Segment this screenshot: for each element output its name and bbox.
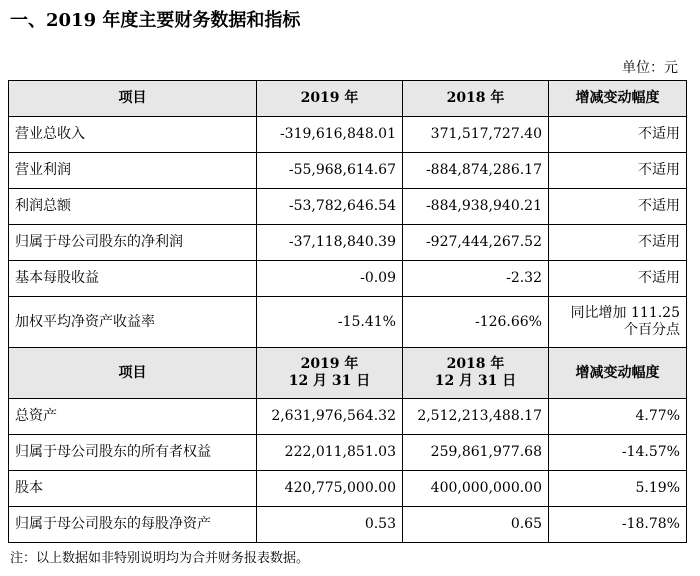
- table-row: [9, 471, 687, 507]
- header-2019-date: [257, 348, 403, 399]
- row-item: 基本每股收益: [9, 261, 257, 297]
- row-item: 归属于母公司股东的所有者权益: [9, 435, 257, 471]
- row-change: -18.78%: [549, 507, 687, 543]
- row-value-2018: -884,938,940.21: [403, 189, 549, 225]
- row-value-2018: -126.66%: [403, 297, 549, 348]
- header-2018-date: [403, 348, 549, 399]
- row-change-line1: 同比增加 111.25: [570, 305, 680, 321]
- row-value-2019: -53,782,646.54: [257, 189, 403, 225]
- table-row: [9, 153, 687, 189]
- table-row: [9, 225, 687, 261]
- row-change: 4.77%: [549, 399, 687, 435]
- row-value-2019: 2,631,976,564.32: [257, 399, 403, 435]
- header-change: 增减变动幅度: [549, 348, 687, 399]
- table-row: [9, 261, 687, 297]
- table-row: [9, 399, 687, 435]
- row-change-line2: 个百分点: [624, 322, 680, 338]
- row-value-2018: 400,000,000.00: [403, 471, 549, 507]
- row-change: 不适用: [549, 225, 687, 261]
- unit-label: 单位：元: [622, 60, 678, 76]
- row-value-2019: -319,616,848.01: [257, 117, 403, 153]
- header-item: 项目: [9, 81, 257, 117]
- row-value-2019: -15.41%: [257, 297, 403, 348]
- financial-table: [8, 80, 687, 543]
- header-2018: 2018 年: [403, 81, 549, 117]
- row-value-2019: 420,775,000.00: [257, 471, 403, 507]
- row-change: -14.57%: [549, 435, 687, 471]
- row-item: 营业总收入: [9, 117, 257, 153]
- row-value-2018: -884,874,286.17: [403, 153, 549, 189]
- row-value-2019: -37,118,840.39: [257, 225, 403, 261]
- row-change: 不适用: [549, 261, 687, 297]
- footnote: 注：以上数据如非特别说明均为合并财务报表数据。: [10, 551, 310, 566]
- row-item: 营业利润: [9, 153, 257, 189]
- table2-header-row: [9, 348, 687, 399]
- row-value-2018: 371,517,727.40: [403, 117, 549, 153]
- header-2019-year: 2019 年: [300, 356, 359, 372]
- table-row: [9, 507, 687, 543]
- row-change: 5.19%: [549, 471, 687, 507]
- row-change: 不适用: [549, 153, 687, 189]
- row-value-2018: 0.65: [403, 507, 549, 543]
- row-item: 股本: [9, 471, 257, 507]
- row-value-2018: 259,861,977.68: [403, 435, 549, 471]
- row-value-2018: -2.32: [403, 261, 549, 297]
- row-item: 归属于母公司股东的每股净资产: [9, 507, 257, 543]
- header-2019: 2019 年: [257, 81, 403, 117]
- table-row: [9, 189, 687, 225]
- row-value-2019: -0.09: [257, 261, 403, 297]
- header-2019-day: 12 月 31 日: [288, 373, 371, 389]
- row-item: 总资产: [9, 399, 257, 435]
- header-2018-day: 12 月 31 日: [434, 373, 517, 389]
- row-item: 归属于母公司股东的净利润: [9, 225, 257, 261]
- table1-header-row: [9, 81, 687, 117]
- header-change: 增减变动幅度: [549, 81, 687, 117]
- row-change: 不适用: [549, 117, 687, 153]
- row-item: 加权平均净资产收益率: [9, 297, 257, 348]
- header-2018-year: 2018 年: [446, 356, 505, 372]
- row-change: [549, 297, 687, 348]
- row-value-2019: -55,968,614.67: [257, 153, 403, 189]
- table-row: [9, 117, 687, 153]
- table-row: [9, 435, 687, 471]
- header-item: 项目: [9, 348, 257, 399]
- row-value-2018: 2,512,213,488.17: [403, 399, 549, 435]
- row-value-2019: 222,011,851.03: [257, 435, 403, 471]
- row-item: 利润总额: [9, 189, 257, 225]
- row-value-2019: 0.53: [257, 507, 403, 543]
- row-value-2018: -927,444,267.52: [403, 225, 549, 261]
- row-change: 不适用: [549, 189, 687, 225]
- section-heading: 一、2019 年度主要财务数据和指标: [10, 10, 301, 31]
- table-row: [9, 297, 687, 348]
